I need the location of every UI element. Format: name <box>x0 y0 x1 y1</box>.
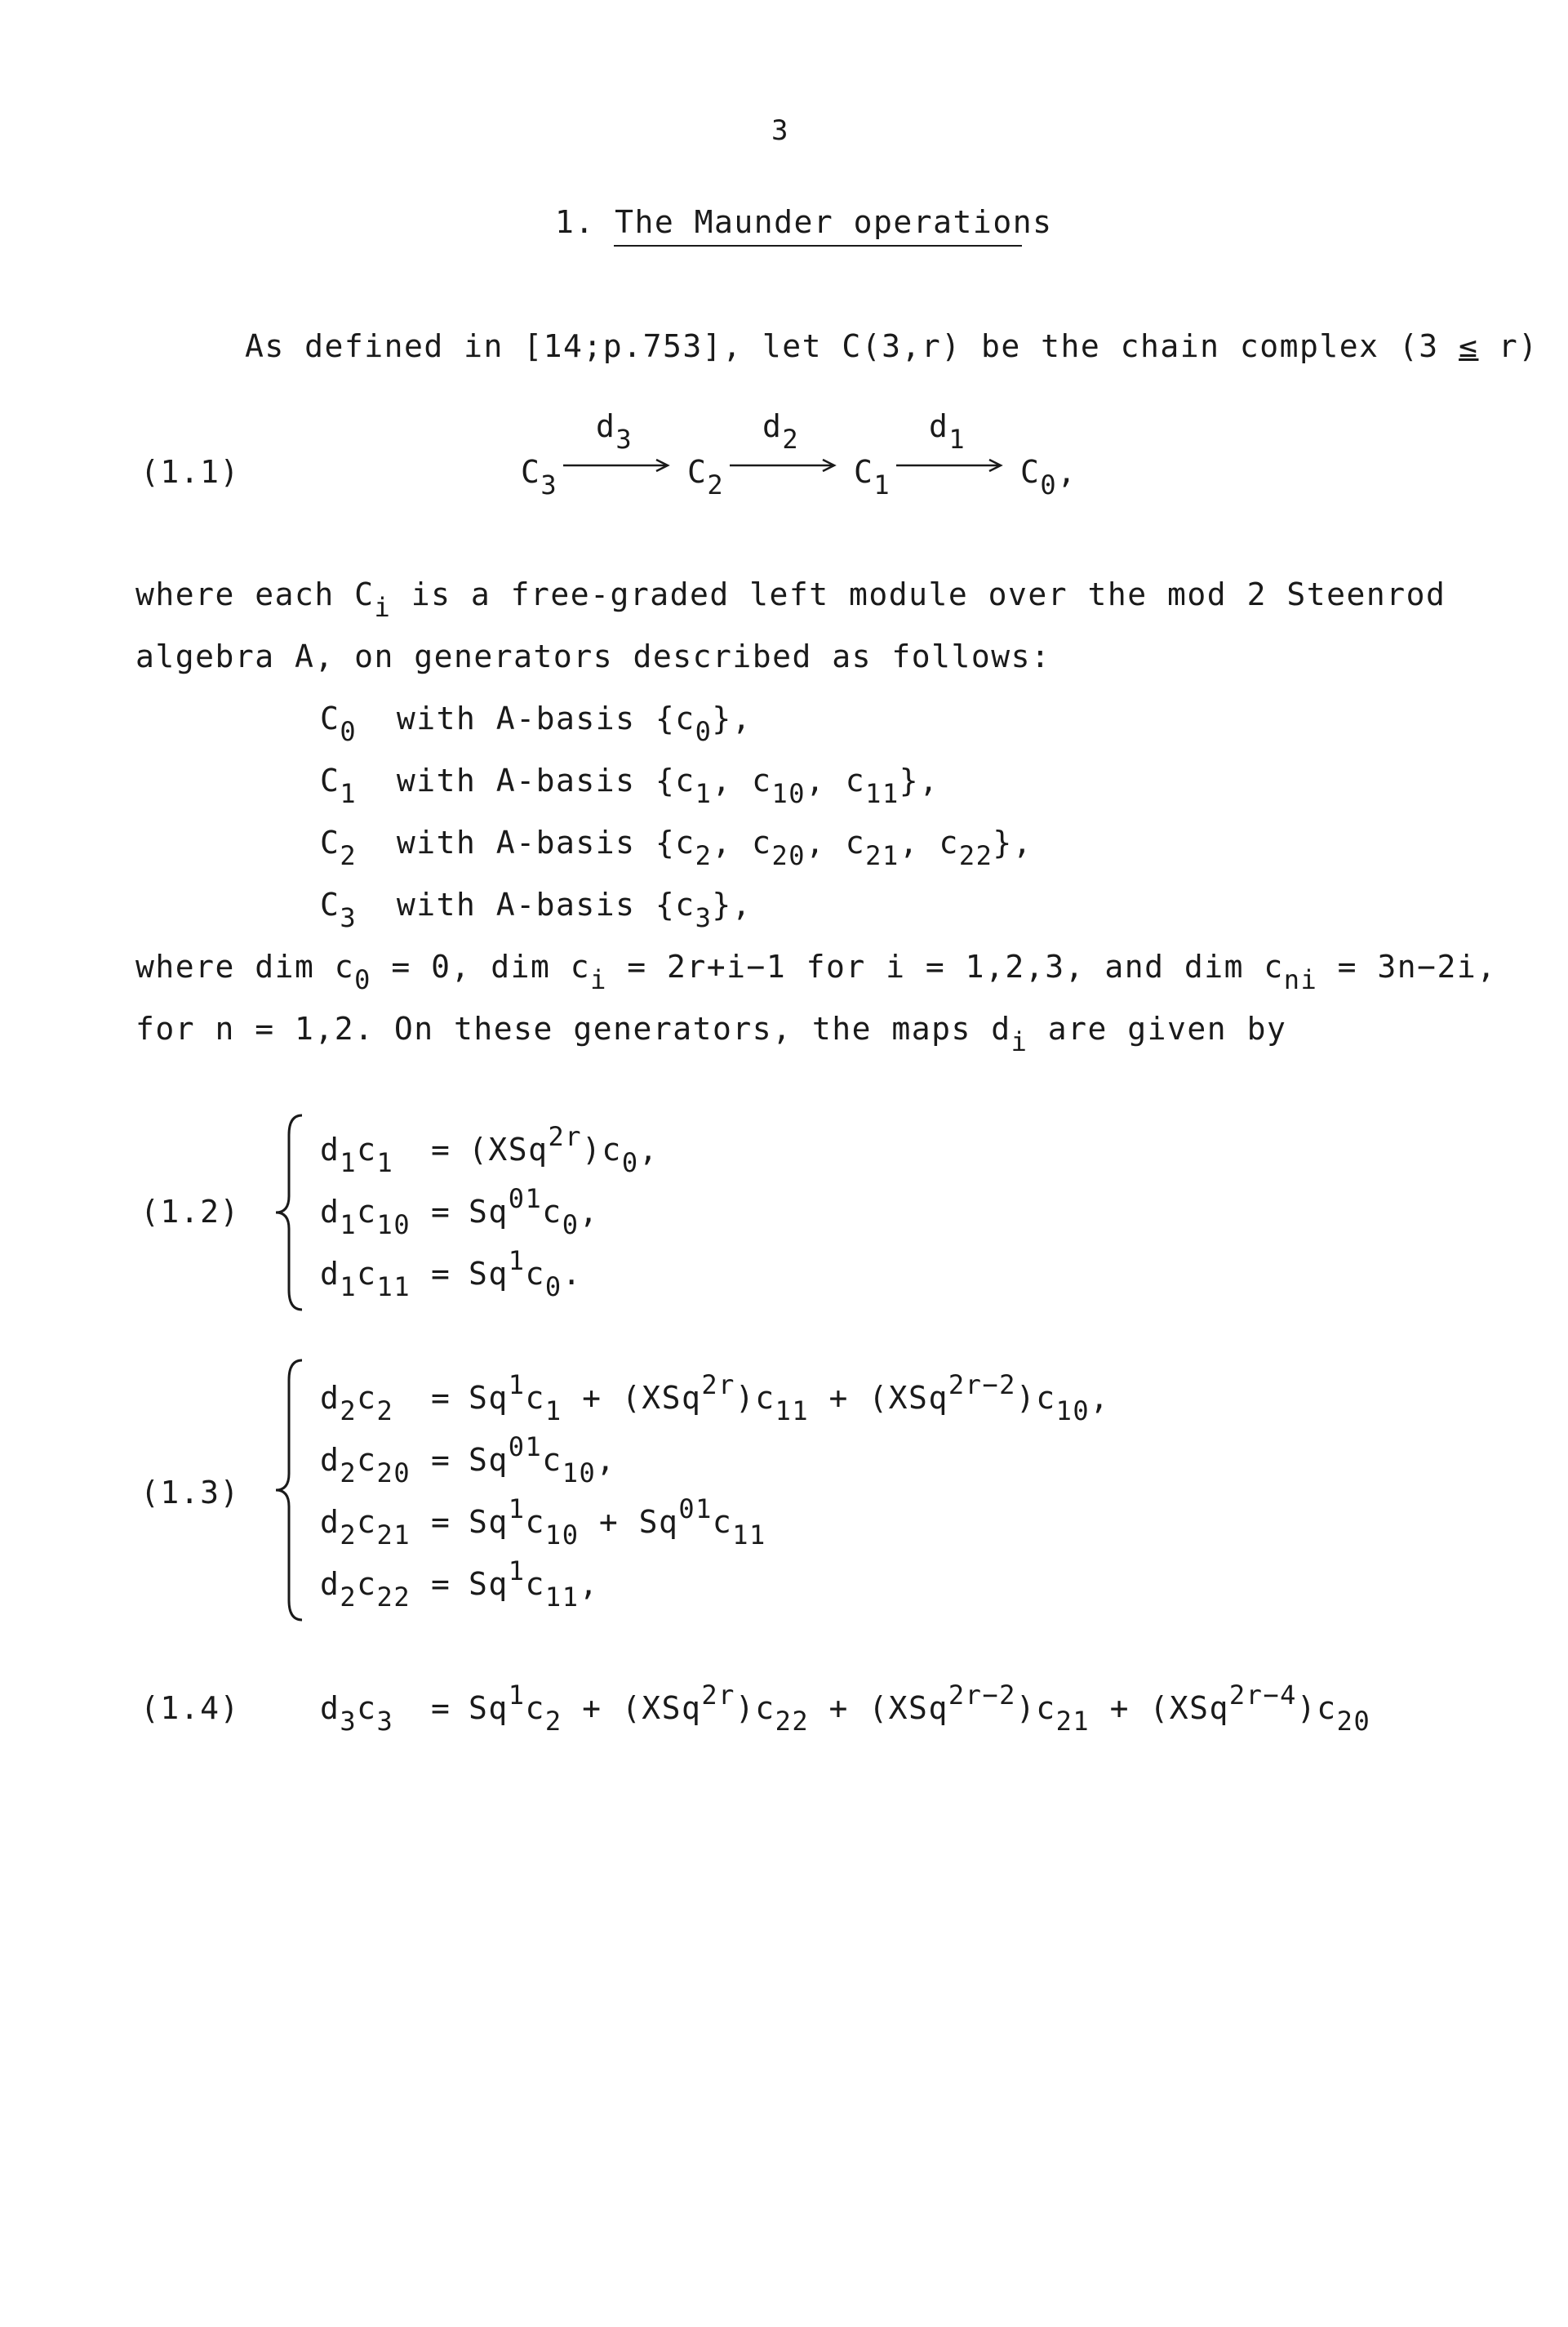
node-c2: $C_2$ <box>687 454 725 501</box>
eq-1-2-row-3 <box>320 1256 411 1302</box>
basis-row-c1: $C_1$ with A-basis {$c_1$, $c_{10}$, $c_{11}$}, <box>320 763 939 809</box>
dims-line2: for n = 1,2. On these generators, the maps $d_i$ are given by <box>135 1011 1287 1057</box>
intro-line <box>245 328 1539 364</box>
eq-1-4-rhs: $Sq^1c_2 + (XSq^{2r})c_{22} + (XSq^{2r-2})c_{21} + (XSq^{2r-4})c_{20}$ <box>469 1680 1371 1737</box>
equation-label-1-2: (1.2) <box>140 1194 240 1230</box>
equation-label-1-3: (1.3) <box>140 1475 240 1511</box>
arrow-d1-icon <box>896 457 1006 474</box>
node-c0: $C_0$, <box>1020 454 1077 501</box>
page-number: 3 <box>771 114 788 147</box>
eq-1-3-eq-1: = <box>431 1380 451 1416</box>
eq-1-3-lhs-2: $d_2c_{20}$ <box>320 1442 411 1488</box>
eq-1-3-eq-2: = <box>431 1442 451 1478</box>
para2-line2: algebra A, on generators described as follows: <box>135 638 1051 674</box>
left-brace-icon <box>269 1110 310 1315</box>
eq-1-3-rhs-3: $Sq^1c_{10} + Sq^{01}c_{11}$ <box>469 1493 766 1551</box>
section-title: 1. The Maunder operations <box>555 204 1053 240</box>
eq-1-2-row-1 <box>320 1132 394 1178</box>
eq-1-2-rhs-1: $(XSq^{2r})c_0$, <box>469 1121 659 1178</box>
node-c3: $C_3$ <box>521 454 558 501</box>
left-brace-icon <box>269 1355 310 1625</box>
intro-text-b: , let C(3,r) be the chain complex (3 <box>722 328 1459 364</box>
basis-row-c3: $C_3$ with A-basis $\{c_3\}$, <box>320 887 753 933</box>
basis-row-c0: $C_0$ with A-basis $\{c_0\}$, <box>320 701 753 747</box>
citation-ref: [14;p.753] <box>523 328 723 364</box>
eq-1-3-eq-3: = <box>431 1504 451 1540</box>
title-underline <box>614 245 1022 247</box>
eq-1-3-lhs-1: $d_2c_2$ <box>320 1380 394 1426</box>
eq-1-2-eq-1: = <box>431 1132 451 1168</box>
arrow-d2-icon <box>730 457 840 474</box>
eq-1-2-lhs-1: $d_1c_1$ <box>320 1132 394 1178</box>
eq-1-2-lhs-3: $d_1c_{11}$ <box>320 1256 411 1302</box>
eq-1-4-lhs: $d_3c_3$ <box>320 1690 394 1737</box>
map-label-d1: $d_1$ <box>929 408 966 455</box>
eq-1-2-eq-2: = <box>431 1194 451 1230</box>
eq-1-3-lhs-3: $d_2c_{21}$ <box>320 1504 411 1551</box>
eq-1-3-rhs-4: $Sq^1c_{11}$, <box>469 1555 599 1613</box>
arrow-d3-icon <box>563 457 673 474</box>
basis-row-c2: $C_2$ with A-basis {$c_2$, $c_{20}$, $c_{21}$, $c_{22}$}, <box>320 825 1033 871</box>
node-c1: $C_1$ <box>854 454 891 501</box>
map-label-d3: $d_3$ <box>596 408 633 455</box>
eq-1-3-lhs-4: $d_2c_{22}$ <box>320 1566 411 1613</box>
eq-1-2-eq-3: = <box>431 1256 451 1292</box>
equation-label-1-4: (1.4) <box>140 1690 240 1726</box>
eq-1-2-rhs-3: $Sq^1c_0$. <box>469 1245 583 1302</box>
eq-1-3-eq-4: = <box>431 1566 451 1602</box>
leq-symbol: ≤ <box>1459 328 1479 364</box>
eq-1-4-eq: = <box>431 1690 451 1726</box>
map-label-d2: $d_2$ <box>762 408 800 455</box>
para2-line1: where each $C_i$ is a free-graded left module over the mod 2 Steenrod <box>135 576 1446 623</box>
eq-1-2-row-2 <box>320 1194 411 1240</box>
dims-line1: where dim $c_0 = 0$, dim $c_i = 2r+i-1$ for i = 1,2,3, and dim $c_{ni} = 3n-2i$, <box>135 949 1497 995</box>
equation-label-1-1: (1.1) <box>140 454 240 490</box>
eq-1-3-rhs-1: $Sq^1c_1 + (XSq^{2r})c_{11} + (XSq^{2r-2})c_{10}$, <box>469 1369 1110 1426</box>
eq-1-2-lhs-2: $d_1c_{10}$ <box>320 1194 411 1240</box>
intro-text-a: As defined in <box>245 328 524 364</box>
eq-1-2-rhs-2: $Sq^{01}c_0$, <box>469 1183 599 1240</box>
intro-text-c: r) <box>1478 328 1539 364</box>
eq-1-3-rhs-2: $Sq^{01}c_{10}$, <box>469 1431 616 1488</box>
